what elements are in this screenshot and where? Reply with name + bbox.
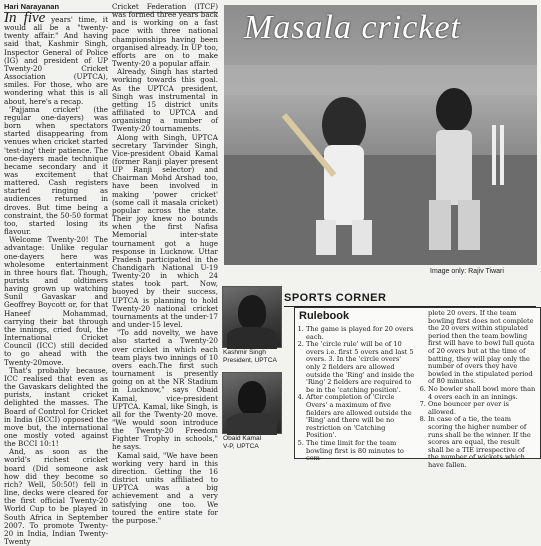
masthead-title: Masala cricket <box>244 9 461 46</box>
rulebook-column-right <box>419 310 537 469</box>
caption-kashmir-singh <box>223 349 285 365</box>
article-paragraph: Already, Singh has started working towards this goal. As the UPTCA president, Singh was instrumental in getting 15 district units affiliated to UPTCA and organising a number of Twenty-20 tournaments. <box>112 67 218 134</box>
article-paragraph: Kamal said, "We have been working very hard in this direction. Getting the 16 district units affiliated to UPTCA was a big achievement and a very satisfying one too. We toured the entire state for the purpose." <box>112 450 218 525</box>
section-header-label: SPORTS CORNER <box>284 292 387 304</box>
rule-continuation: plete 20 overs. If the team bowling first does not complete the 20 overs within stipulated period then the team bowling first will have to bowl full quota of 20 overs but at the time of batting, they will play only the number of overs they have bowled in the stipulated period of 80 minutes. <box>428 309 535 386</box>
byline: Hari Narayanan <box>4 2 60 11</box>
lead-in-word: In five <box>4 10 46 26</box>
article-paragraph: Along with Singh, UPTCA secretary Tarvinder Singh, Vice-president Obaid Kamal (former Ranji player present UP Ranji selector) and Chairman Mohd Arshad too, have been involved in making 'power cricket' (some call it masala cricket) popular across the state. Their joy knew no bounds when the first Nafisa Memorial inter-state tournament got a huge response in Lucknow. Uttar Pradesh participated in the Chandigarh National U-19 Twenty-20 in which 24 states took part. Now, buoyed by their success, UPTCA is planning to hold Twenty-20 national cricket tournaments at the under-17 and under-15 level. <box>112 132 218 330</box>
cricket-photo <box>224 5 537 265</box>
article-column-2 <box>112 2 218 525</box>
rule-item: 5. The time limit for the team bowling first is 80 minutes to com- <box>306 440 415 463</box>
section-header <box>284 286 536 307</box>
article-paragraph: And, as soon as the world's richest cricket board (Did someone ask how did they become so rich? Well, 50:50!) fell in line, decks were cleared for the first official Twenty-20 World Cup to be played in South Africa in September 2007. To promote Twenty-20 in India, Indian Twenty-Twenty <box>4 447 108 546</box>
portrait-shoulders <box>227 327 277 349</box>
caption-role: V-P, UPTCA <box>223 443 259 450</box>
portrait-figure <box>238 381 266 415</box>
caption-name: Obaid Kamal <box>223 435 262 442</box>
article-paragraph: 'Pajjama cricket' (the regular one-dayers) was born when spectators started disappearing from venues when cricket started 'test-ing' their patience. The one-dayers made technique became secondary and it was excitement that mattered. Cash registers started ringing as audiences returned in droves. But time being a constraint, the 50-50 format too, started losing its flavour. <box>4 104 108 237</box>
rule-item: 4. After completion of 'Circle Overs' a maximum of five fielders are allowed outside the 'Ring' and there will be no restriction on 'Catching Position'. <box>306 394 415 440</box>
portrait-kashmir-singh <box>222 286 282 348</box>
cricket-scene-image <box>224 5 537 265</box>
photo-credit: Image only: Rajiv Tiwari <box>430 268 504 275</box>
caption-obaid-kamal <box>223 435 285 451</box>
article-paragraph: That's probably because, ICC realised that even as the Gavaskars delighted the purists, instant cricket delighted the masses. The Board of Control for Cricket in India (BCCI) opposed the move but, the international one mostly voted against the BCCI 10:1! <box>4 365 108 449</box>
rule-item: 8. In case of a tie, the team scoring the higher number of runs shall be the winner. If the scores are equal, the result shall be a TIE irrespective of the number of wickets which have fallen. <box>428 416 537 469</box>
article-paragraph: Cricket Federation (ITCF) was formed three years back and is working on a fast pace with three national championships having been organised already. In UP too, efforts are on to make Twenty-20 a popular affair. <box>112 2 218 69</box>
rule-item: 1. The game is played for 20 overs each. <box>306 326 415 341</box>
article-paragraph: Welcome Twenty-20! The advantage: Unlike regular one-dayers here was wholesome entertainment in three hours flat. Though, purists and oldtimers having grown up watching Sunil Gavaskar and Geoffrey Boycott or, for that Haneef Mohammad, carrying their bat through the innings, cried foul, the International Cricket Council (ICC) still decided to go ahead with the Twenty-20move. <box>4 235 108 367</box>
rule-item: 6. No bowler shall bowl more than 4 overs each in an innings. <box>428 386 537 401</box>
article-column-1 <box>4 10 108 546</box>
rule-item: 7. One bouncer per over is allowed. <box>428 401 537 416</box>
portrait-obaid-kamal <box>222 372 282 434</box>
rulebook-box <box>294 307 541 469</box>
rulebook-title: Rulebook <box>299 310 350 322</box>
portrait-figure <box>238 295 266 329</box>
caption-name: Kashmir Singh <box>223 349 266 356</box>
rule-item: 2. The 'circle rule' will be of 10 overs i.e. first 5 overs and last 5 overs. 3. In the 'circle overs' only 2 fielders are allowed outside the 'Ring' and inside the 'Ring' 2 fielders are required to be in the 'catching position'. <box>306 341 415 394</box>
rulebook-column-left <box>297 326 415 463</box>
portrait-shoulders <box>227 413 277 435</box>
article-paragraph: years' time, it would all be a "twenty-twenty affair." And having said that, Kashmir Singh, Inspector General of Police (IG) and president of UP Twenty-20 Cricket Association (UPTCA), smiles. For those, who are wondering what this is all about, here's a recap. <box>4 15 108 106</box>
caption-role: President, UPTCA <box>223 357 277 364</box>
article-paragraph: "To add novelty, we have also started a Twenty-20 over cricket in which each team plays two innings of 10 overs each.The first such tournament is presently going on at the NR Stadium in Lucknow," says Obaid Kamal, vice-president UPTCA. Kamal, like Singh, is all for the Twenty-20 move. "We would soon introduce the Twenty-20 Freedom Fighter Trophy in schools," he says. <box>112 328 218 452</box>
